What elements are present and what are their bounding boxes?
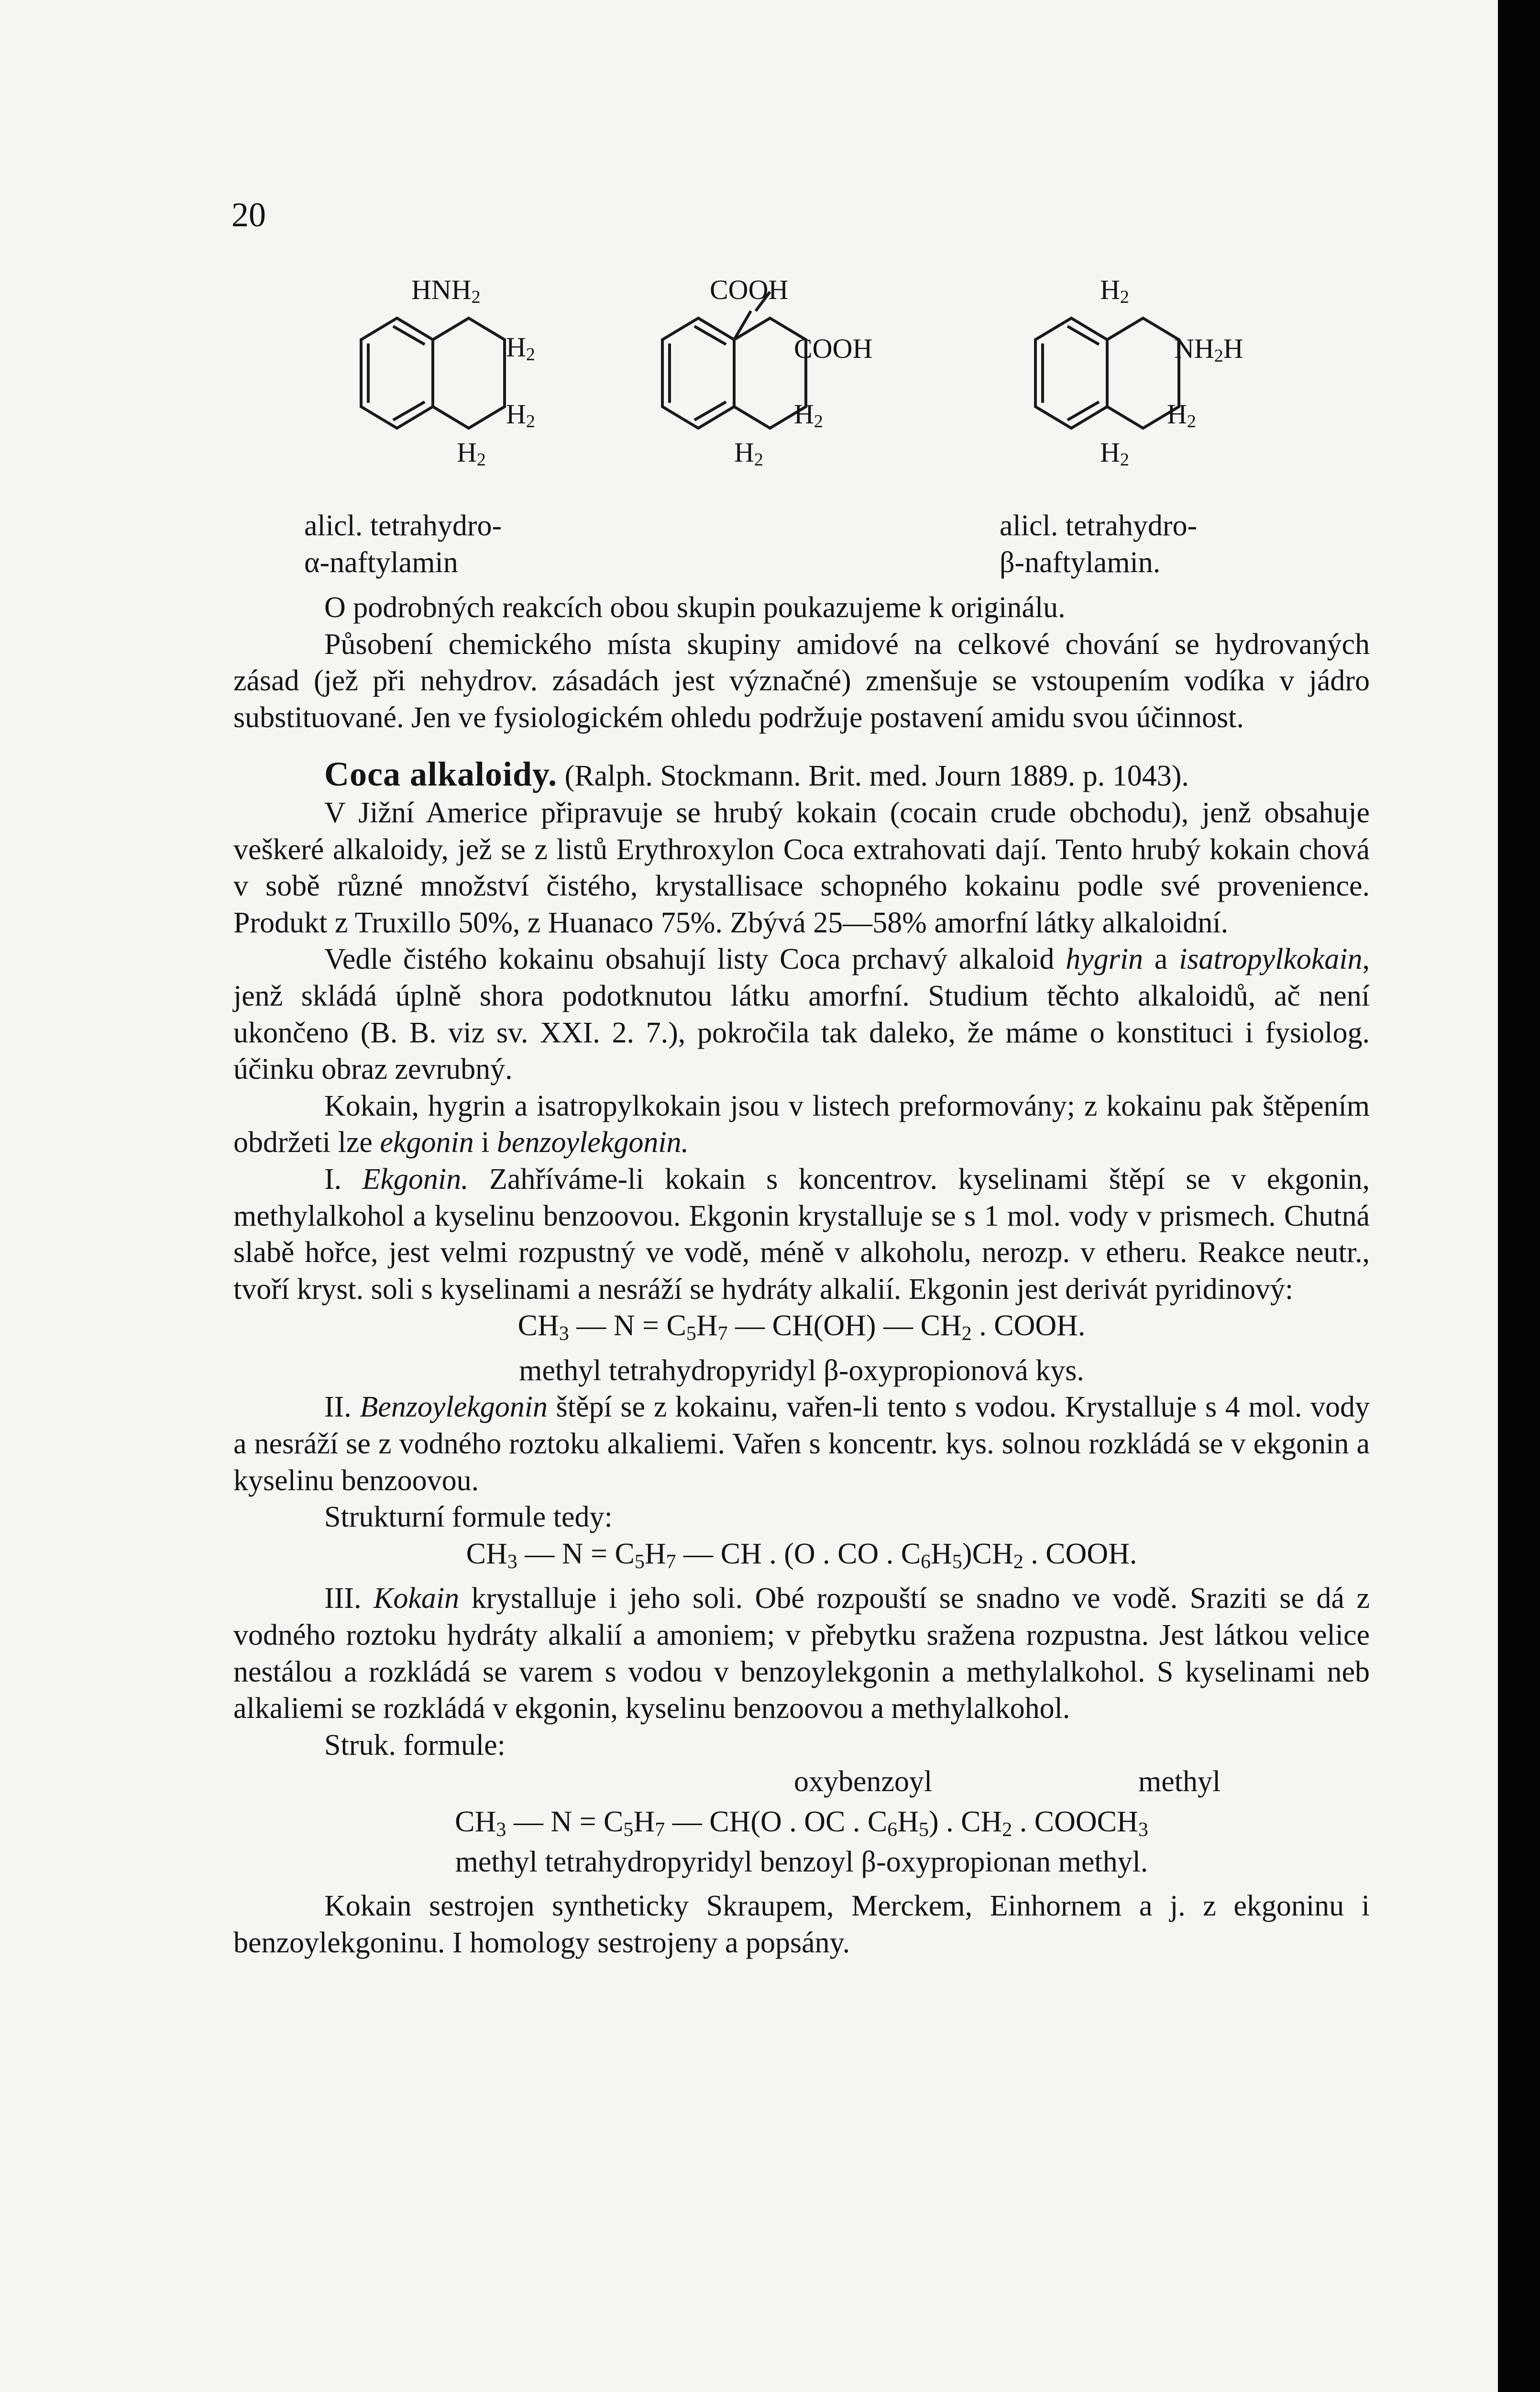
ring-beta-aromatic bbox=[1035, 318, 1107, 428]
formula-kokain-equation: $CH_3$ — $N = C_5H_7$ — CH(O . OC . $C_6H_5$) . $CH_2$ . $COOCH_3$ bbox=[455, 1805, 1148, 1841]
caption-alpha-2: α-naftylamin bbox=[304, 546, 458, 579]
caption-beta-2: β-naftylamin. bbox=[1000, 546, 1161, 579]
label-h2-c3: $H_2$ bbox=[1100, 437, 1129, 470]
structure-drawings bbox=[0, 263, 1498, 598]
formula-benzoylekgonin: $CH_3$ — $N = C_5H_7$ — CH . (O . CO . $C_6H_5)CH_2$ . COOH. bbox=[466, 1537, 1137, 1573]
label-h2-a2: $H_2$ bbox=[506, 399, 535, 432]
label-cooh-side: COOH bbox=[794, 333, 873, 364]
formula-caption: methyl tetrahydropyridyl β-oxypropionová kys. bbox=[519, 1354, 1084, 1387]
section-heading-coca bbox=[233, 756, 1370, 795]
paragraph: Kokain sestrojen syntheticky Skraupem, Merckem, Einhornem a j. z ekgoninu i benzoylekgoninu. I homology sestrojeny a popsány. bbox=[233, 1890, 1370, 1959]
label-hnh2: $HNH_2$ bbox=[411, 274, 481, 307]
label-methyl: methyl bbox=[1138, 1765, 1221, 1798]
body-text bbox=[233, 589, 1370, 1961]
paragraph: Kokain, hygrin a isatropylkokain jsou v listech preformovány; z kokainu pak štěpením obdržeti lze ekgonin i benzoylekgonin. bbox=[233, 1089, 1370, 1159]
paragraph: Vedle čistého kokainu obsahují listy Coca prchavý alkaloid hygrin a isatropylkokain, jenž skládá úplně shora podotknutou látku amorfní. Studium těchto alkaloidů, ač není ukončeno (B. B. viz sv. XXI. 2. 7.), pokročila tak daleko, že máme o konstituci i fysiolog. účinku obraz zevrubný. bbox=[233, 943, 1370, 1086]
citation: (Ralph. Stockmann. Brit. med. Journ 1889. p. 1043). bbox=[564, 760, 1189, 793]
label-h2-c2: $H_2$ bbox=[1167, 399, 1196, 432]
label-h2-a3: $H_2$ bbox=[457, 437, 486, 470]
label-h2-b3: $H_2$ bbox=[734, 437, 763, 470]
formula-ekgonin: $CH_3$ — $N = C_5H_7$ — CH(OH) — $CH_2$ . COOH. bbox=[517, 1309, 1086, 1345]
label-nh2h: $NH_2H$ bbox=[1174, 333, 1243, 366]
paragraph: II. Benzoylekgonin štěpí se z kokainu, vařen-li tento s vodou. Krystalluje s 4 mol. vody a nesráží se z vodného roztoku alkaliemi. Vařen s koncentr. kys. solnou rozkládá se v ekgonin a kyselinu benzoovou. bbox=[233, 1391, 1370, 1497]
paragraph: Působení chemického místa skupiny amidové na celkové chování se hydrovaných zásad (jež při nehydrov. zásadách jest význačné) zmenšuje se vstoupením vodíka v jádro substituované. Jen ve fysiologickém ohledu podržuje postavení amidu svou účinnost. bbox=[233, 628, 1370, 734]
section-title: Coca alkaloidy. bbox=[324, 755, 558, 794]
paragraph: I. Ekgonin. Zahříváme-li kokain s koncentrov. kyselinami štěpí se v ekgonin, methylalkohol a kyselinu benzoovou. Ekgonin krystalluje se s 1 mol. vody v prismech. Chutná slabě hořce, jest velmi rozpustný ve vodě, méně v alkoholu, nerozp. v etheru. Reakce neutr., tvoří kryst. soli s kyselinami a nesráží se hydráty alkalií. Ekgonin jest derivát pyridinový: bbox=[233, 1163, 1370, 1306]
ring-alpha-hydro bbox=[433, 318, 505, 428]
scan-edge bbox=[1498, 0, 1540, 2392]
ring-acid-aromatic bbox=[662, 318, 734, 428]
label-cooh-top: COOH bbox=[710, 274, 789, 305]
formula-caption: methyl tetrahydropyridyl benzoyl β-oxypropionan methyl. bbox=[455, 1846, 1148, 1879]
label-h2-a1: $H_2$ bbox=[506, 332, 535, 365]
paragraph: Strukturní formule tedy: bbox=[324, 1501, 613, 1534]
page-number: 20 bbox=[231, 196, 266, 234]
chemical-structures bbox=[0, 263, 1498, 598]
paragraph: Struk. formule: bbox=[324, 1728, 506, 1761]
paragraph: V Jižní Americe připravuje se hrubý kokain (cocain crude obchodu), jenž obsahuje veškeré alkaloidy, jež se z listů Erythroxylon Coca extrahovati dají. Tento hrubý kokain chová v sobě různé množství čistého, krystallisace schopného kokainu podle své provenience. Produkt z Truxillo 50%, z Huanaco 75%. Zbývá 25—58% amorfní látky alkaloidní. bbox=[233, 796, 1370, 939]
paragraph: O podrobných reakcích obou skupin poukazujeme k originálu. bbox=[324, 591, 1066, 624]
label-h2-b2: $H_2$ bbox=[794, 399, 823, 432]
caption-alpha-1: alicl. tetrahydro- bbox=[304, 509, 502, 542]
formula-kokain bbox=[233, 1763, 1370, 1888]
paragraph: III. Kokain krystalluje i jeho soli. Obé rozpouští se snadno ve vodě. Sraziti se dá z vodného roztoku hydráty alkalií a amoniem; v přebytku sražena rozpustna. Jest látkou velice nestálou a rozkládá se varem s vodou v benzoylekgonin a methylalkohol. S kyselinami neb alkaliemi se rozkládá v ekgonin, kyselinu benzoovou a methylalkohol. bbox=[233, 1582, 1370, 1725]
label-h2-c1: $H_2$ bbox=[1100, 274, 1129, 307]
caption-beta-1: alicl. tetrahydro- bbox=[1000, 509, 1198, 542]
label-oxybenzoyl: oxybenzoyl bbox=[794, 1765, 933, 1798]
ring-alpha-aromatic bbox=[361, 318, 433, 428]
